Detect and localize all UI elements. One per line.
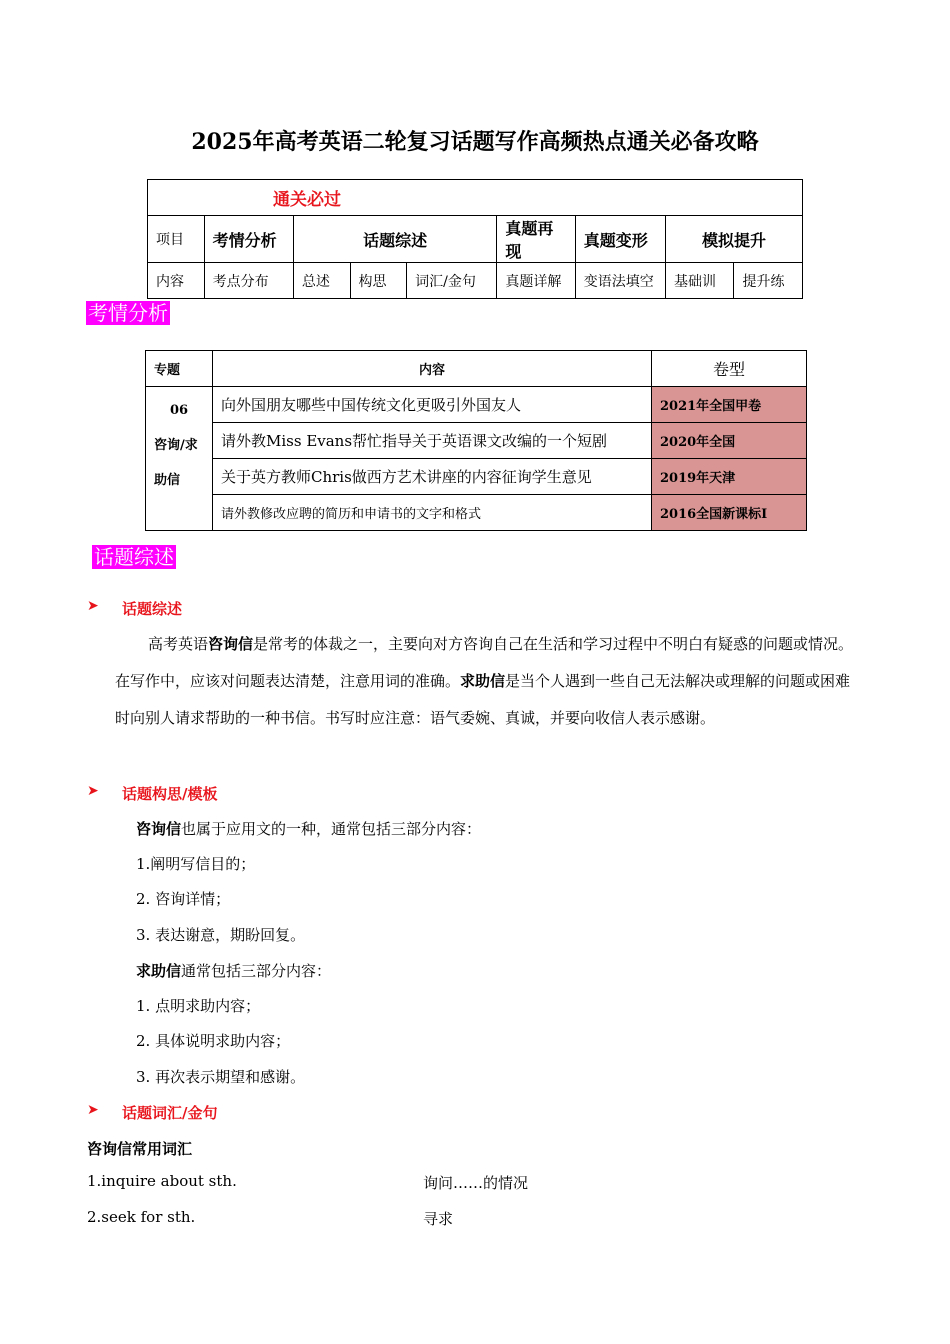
overview-banner: 通关必过	[273, 190, 341, 210]
row2-grammar: 变语法填空	[575, 263, 665, 299]
topic-number: 06	[169, 403, 189, 418]
row-paper: 2021年全国甲卷	[652, 387, 807, 423]
row-content: 请外教Miss Evans帮忙指导关于英语课文改编的一个短剧	[213, 423, 652, 459]
analysis-table	[145, 350, 807, 531]
section-summary-heading: 话题综述	[122, 600, 183, 618]
vocab-en: 2.seek for sth.	[87, 1208, 196, 1226]
row2-overview: 总述	[293, 263, 350, 299]
topic-cell	[146, 387, 213, 531]
help-item: 3. 再次表示期望和感谢。	[136, 1068, 306, 1086]
row1-real-exam: 真题再现	[497, 216, 575, 263]
help-intro: 求助信通常包括三部分内容：	[136, 962, 332, 980]
row2-basic: 基础训	[665, 263, 733, 299]
header-paper: 卷型	[652, 351, 807, 387]
row2-advance: 提升练	[734, 263, 803, 299]
header-content: 内容	[213, 351, 652, 387]
row2-distribution: 考点分布	[204, 263, 293, 299]
row-content: 向外国朋友哪些中国传统文化更吸引外国友人	[213, 387, 652, 423]
summary-tag: 话题综述	[94, 545, 174, 569]
arrow-bullet-icon: ➤	[87, 1102, 99, 1118]
consult-intro: 咨询信也属于应用文的一种，通常包括三部分内容：	[136, 820, 482, 838]
overview-table	[147, 179, 803, 299]
row-paper: 2019年天津	[652, 459, 807, 495]
row-paper: 2016全国新课标I	[652, 495, 807, 531]
row-content: 关于英方教师Chris做西方艺术讲座的内容征询学生意见	[213, 459, 652, 495]
consult-item: 1.阐明写信目的；	[136, 855, 256, 873]
row-content: 请外教修改应聘的简历和申请书的文字和格式	[213, 495, 652, 531]
row1-item: 项目	[148, 216, 205, 263]
analysis-tag: 考情分析	[88, 301, 168, 325]
document-title: 2025年高考英语二轮复习话题写作高频热点通关必备攻略	[191, 129, 759, 155]
row1-variation: 真题变形	[575, 216, 665, 263]
section-structure-heading: 话题构思/模板	[122, 785, 218, 803]
arrow-bullet-icon: ➤	[87, 598, 99, 614]
header-topic: 专题	[146, 351, 213, 387]
row-paper: 2020年全国	[652, 423, 807, 459]
help-item: 2. 具体说明求助内容；	[136, 1032, 291, 1050]
row1-analysis: 考情分析	[204, 216, 293, 263]
overview-banner-cell	[148, 180, 803, 216]
row2-idea: 构思	[350, 263, 407, 299]
row1-simulation: 模拟提升	[665, 216, 802, 263]
summary-paragraph: 高考英语咨询信是常考的体裁之一，主要向对方咨询自己在生活和学习过程中不明白有疑惑的问题或情况。在写作中，应该对问题表达清楚，注意用词的准确。求助信是当个人遇到一些自己无法解决或理解的问题或困难时向别人请求帮助的一种书信。书写时应注意：语气委婉、真诚，并要向收信人表示感谢。	[115, 635, 854, 727]
topic-name-line2: 助信	[154, 473, 181, 488]
row2-detail: 真题详解	[497, 263, 575, 299]
consult-item: 3. 表达谢意，期盼回复。	[136, 926, 306, 944]
topic-name-line1: 咨询/求	[154, 438, 198, 453]
arrow-bullet-icon: ➤	[87, 783, 99, 799]
row1-summary: 话题综述	[293, 216, 497, 263]
help-item: 1. 点明求助内容；	[136, 997, 261, 1015]
row2-item: 内容	[148, 263, 205, 299]
vocab-subheading: 咨询信常用词汇	[87, 1140, 193, 1158]
vocab-zh: 寻求	[423, 1210, 454, 1228]
section-vocab-heading: 话题词汇/金句	[122, 1104, 218, 1122]
row2-vocab: 词汇/金句	[407, 263, 497, 299]
vocab-zh: 询问……的情况	[423, 1174, 529, 1192]
consult-item: 2. 咨询详情；	[136, 890, 231, 908]
vocab-en: 1.inquire about sth.	[87, 1172, 237, 1190]
